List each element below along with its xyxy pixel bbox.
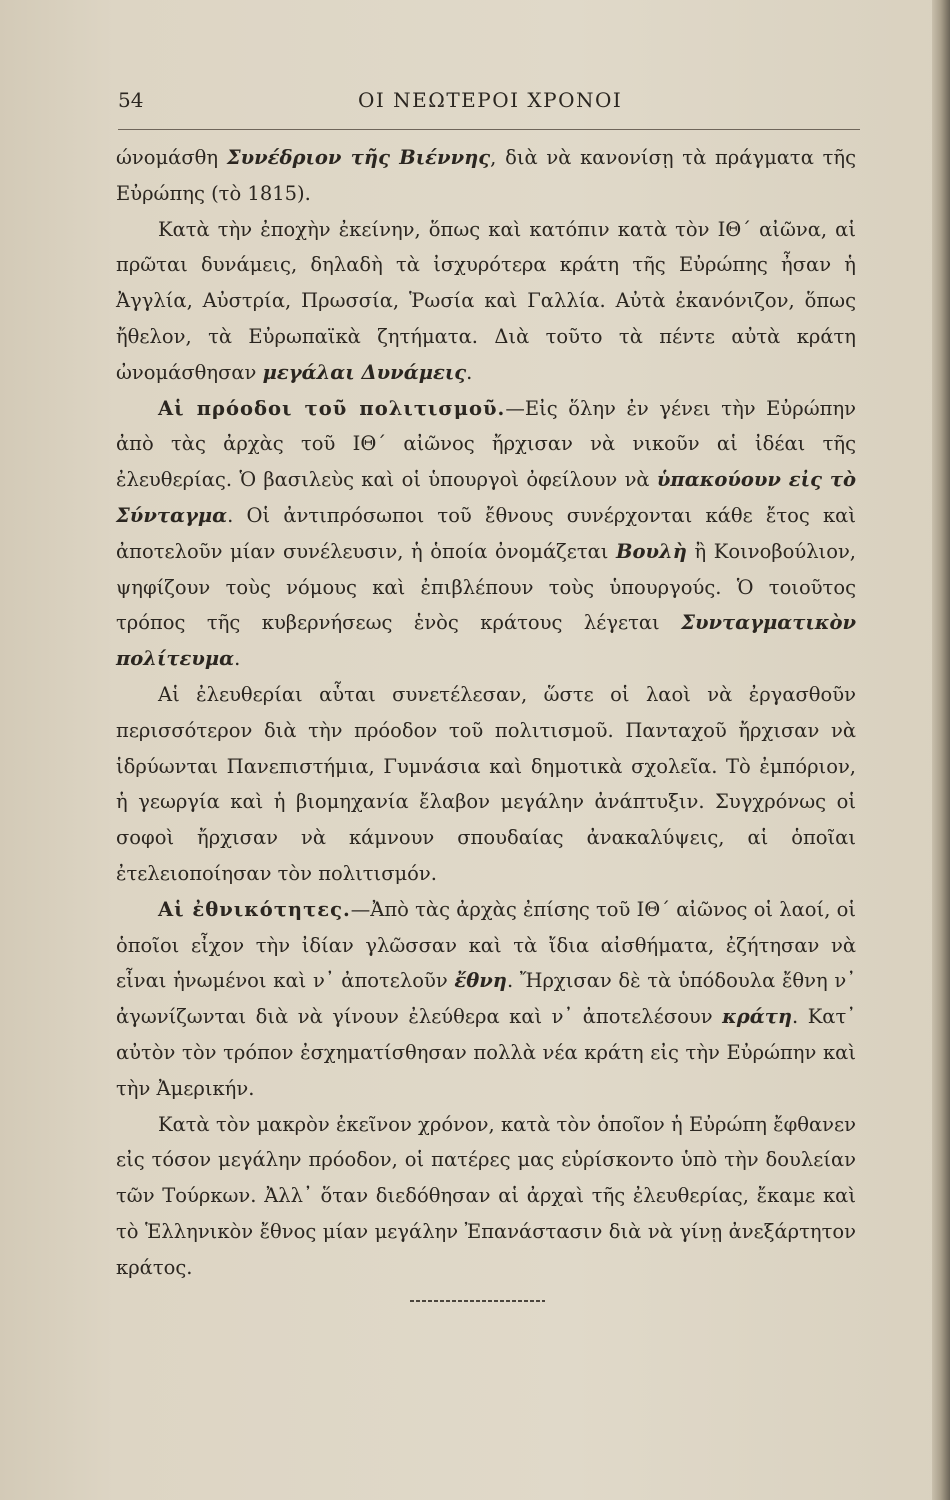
page-header <box>118 88 858 128</box>
section-heading-nationalities: Αἱ ἐθνικότητες. <box>158 897 351 921</box>
emphasis: ἔθνη <box>454 969 507 993</box>
emphasis: Συνταγματικὸν πολίτευμα <box>116 611 856 671</box>
running-title: ΟΙ ΝΕΩΤΕΡΟΙ ΧΡΟΝΟΙ <box>358 88 623 112</box>
header-rule <box>118 129 860 130</box>
section-heading-progress: Αἱ πρόοδοι τοῦ πολιτισμοῦ. <box>158 396 506 420</box>
paragraph-1: ώνομάσθη Συνέδριον τῆς Βιέννης, διὰ νὰ κανονίσῃ τὰ πράγματα τῆς Εὐρώπης (τὸ 1815). <box>116 146 856 205</box>
page-edge <box>932 0 950 1500</box>
emphasis: ὑπακούουν εἰς τὸ Σύνταγμα <box>116 468 856 527</box>
emphasis: κράτη <box>722 1005 793 1029</box>
paragraph-4: Αἱ ἐλευθερίαι αὗται συνετέλεσαν, ὥστε οἱ λαοὶ νὰ ἐργασθοῦν περισσότερον διὰ τὴν πρόοδον τοῦ πολιτισμοῦ. Πανταχοῦ ἤρχισαν νὰ ἱδρύωνται Πανεπιστήμια, Γυμνάσια καὶ δημοτικὰ σχολεῖα. Τὸ ἐμπόριον, ἡ γεωργία καὶ ἡ βιομηχανία ἔλαβον μεγάλην ἀνάπτυξιν. Συγχρόνως οἱ σοφοὶ ἤρχισαν νὰ κάμνουν σπουδαίας ἀνακαλύψεις, αἱ ὁποῖαι ἐτελειοποίησαν τὸν πολιτισμόν. <box>116 682 856 885</box>
paragraph-6: Κατὰ τὸν μακρὸν ἐκεῖνον χρόνον, κατὰ τὸν ὁποῖον ἡ Εὐρώπη ἔφθανεν εἰς τόσον μεγάλην πρόοδον, οἱ πατέρες μας εὑρίσκοντο ὑπὸ τὴν δουλείαν τῶν Τούρκων. Ἀλλ᾽ ὅταν διεδόθησαν αἱ ἀρχαὶ τῆς ἐλευθερίας, ἔκαμε καὶ τὸ Ἑλληνικὸν ἔθνος μίαν μεγάλην Ἐπανάστασιν διὰ νὰ γίνῃ ἀνεξάρτητον κράτος. <box>116 1112 856 1279</box>
page-number: 54 <box>118 88 144 112</box>
paragraph-2: Κατὰ τὴν ἐποχὴν ἐκείνην, ὅπως καὶ κατόπιν κατὰ τὸν ΙΘ΄ αἰῶνα, αἱ πρῶται δυνάμεις, δηλαδὴ τὰ ἰσχυρότερα κράτη τῆς Εὐρώπης ἦσαν ἡ Ἀγγλία, Αὐστρία, Πρωσσία, Ῥωσία καὶ Γαλλία. Αὐτὰ ἐκανόνιζον, ὅπως ἤθελον, τὰ Εὐρωπαϊκὰ ζητήματα. Διὰ τοῦτο τὰ πέντε αὐτὰ κράτη ὠνομάσθησαν μεγάλαι Δυνάμεις. <box>116 217 856 384</box>
paragraph-5: Αἱ ἐθνικότητες.—Ἀπὸ τὰς ἀρχὰς ἐπίσης τοῦ ΙΘ΄ αἰῶνος οἱ λαοί, οἱ ὁποῖοι εἶχον τὴν ἰδίαν γλῶσσαν καὶ τὰ ἴδια αἰσθήματα, ἐζήτησαν νὰ εἶναι ἡνωμένοι καὶ ν᾽ ἀποτελοῦν ἔθνη. Ἤρχισαν δὲ τὰ ὑπόδουλα ἔθνη ν᾽ ἀγωνίζωνται διὰ νὰ γίνουν ἐλεύθερα καὶ ν᾽ ἀποτελέσουν κράτη. Κατ᾽ αὐτὸν τὸν τρόπον ἐσχηματίσθησαν πολλὰ νέα κράτη εἰς τὴν Εὐρώπην καὶ τὴν Ἀμερικήν. <box>116 897 856 1100</box>
end-ornament <box>410 1297 545 1305</box>
body-text <box>116 140 856 1286</box>
emphasis: Συνέδριον τῆς Βιέννης <box>226 146 491 169</box>
emphasis: μεγάλαι Δυνάμεις <box>262 360 467 384</box>
emphasis: Βουλὴ <box>616 539 687 563</box>
paragraph-3: Αἱ πρόοδοι τοῦ πολιτισμοῦ.—Εἰς ὅλην ἐν γένει τὴν Εὐρώπην ἀπὸ τὰς ἀρχὰς τοῦ ΙΘ΄ αἰῶνος ἤρχισαν νὰ νικοῦν αἱ ἰδέαι τῆς ἐλευθερίας. Ὁ βασιλεὺς καὶ οἱ ὑπουργοὶ ὀφείλουν νὰ ὑπακούουν εἰς τὸ Σύνταγμα. Οἱ ἀντιπρόσωποι τοῦ ἔθνους συνέρχονται κάθε ἔτος καὶ ἀποτελοῦν μίαν συνέλευσιν, ἡ ὁποία ὀνομάζεται Βουλὴ ἢ Κοινοβούλιον, ψηφίζουν τοὺς νόμους καὶ ἐπιβλέπουν τοὺς ὑπουργούς. Ὁ τοιοῦτος τρόπος τῆς κυβερνήσεως ἑνὸς κράτους λέγεται Συνταγματικὸν πολίτευμα. <box>116 396 856 671</box>
